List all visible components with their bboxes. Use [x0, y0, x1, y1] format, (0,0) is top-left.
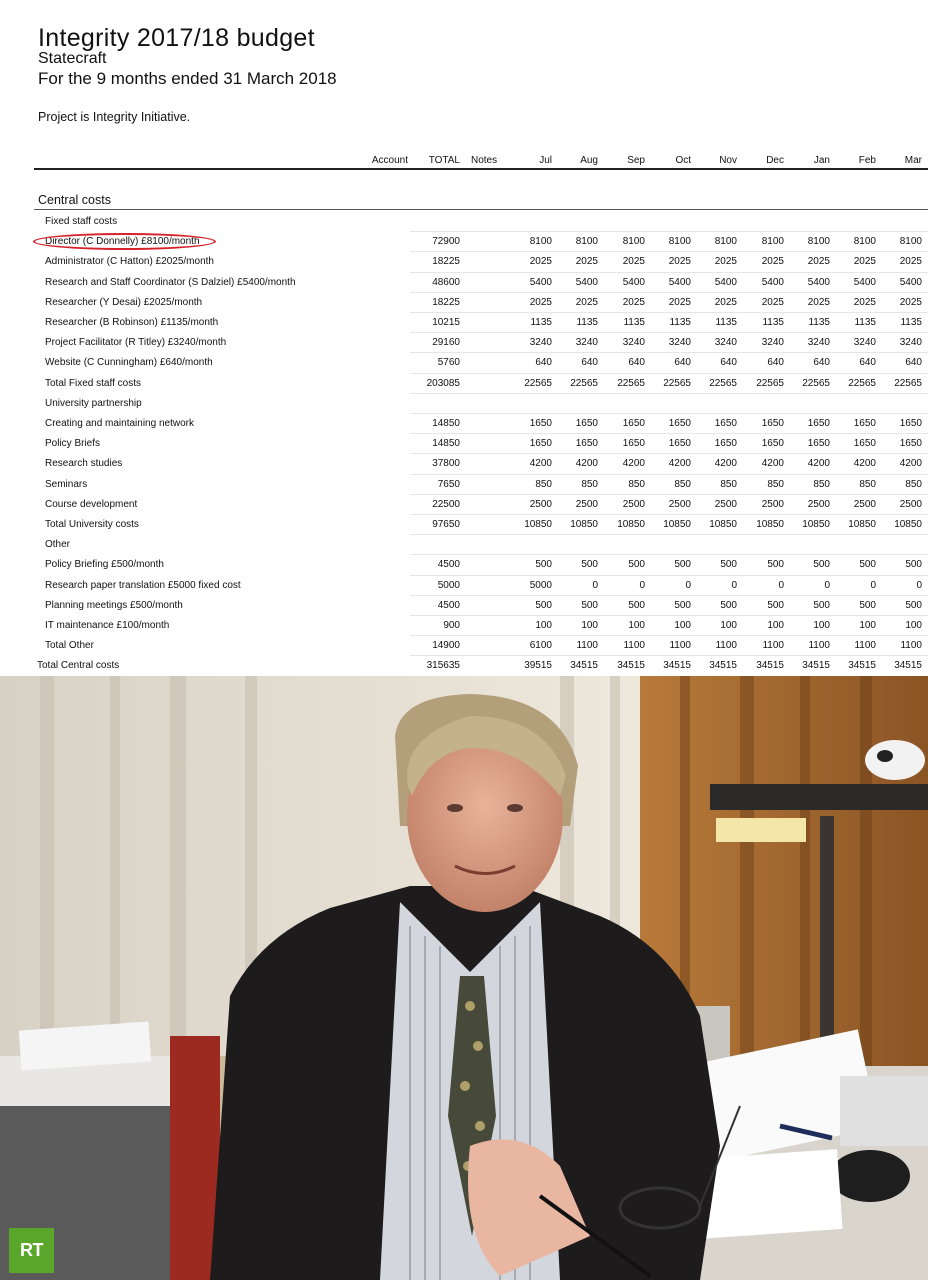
month-value: 850: [581, 478, 598, 490]
row-label: Creating and maintaining network: [45, 418, 194, 429]
month-value: 1650: [529, 438, 552, 450]
month-value: 500: [581, 559, 598, 571]
month-value: 1100: [854, 640, 876, 652]
month-value: 3240: [714, 337, 737, 349]
month-value: 10850: [756, 519, 784, 530]
month-value: 5000: [529, 579, 552, 591]
table-row: [0, 434, 928, 454]
header-total: TOTAL: [428, 155, 460, 166]
month-value: 10850: [894, 519, 922, 530]
month-value: 5400: [899, 276, 922, 288]
month-value: 1100: [808, 640, 830, 652]
month-value: 1135: [715, 317, 737, 328]
month-value: 1100: [715, 640, 737, 652]
month-value: 8100: [529, 236, 552, 248]
month-value: 500: [628, 559, 645, 571]
group-heading-row: [0, 394, 928, 414]
month-value: 8100: [761, 236, 784, 248]
row-label: Total Other: [45, 640, 94, 652]
month-value: 3240: [668, 337, 691, 349]
month-value: 2500: [575, 498, 598, 510]
month-value: 5400: [714, 276, 737, 288]
header-month: Sep: [627, 155, 645, 166]
month-value: 0: [824, 579, 830, 591]
month-value: 39515: [524, 660, 552, 672]
month-value: 1650: [853, 418, 876, 429]
month-value: 500: [905, 559, 922, 571]
table-row: [0, 616, 928, 636]
row-label: Policy Briefing £500/month: [45, 559, 164, 571]
month-value: 10850: [848, 519, 876, 530]
month-value: 1650: [622, 438, 645, 450]
organisation-name: Statecraft: [38, 50, 107, 67]
month-value: 3240: [529, 337, 552, 349]
month-value: 850: [535, 478, 552, 490]
month-value: 22565: [663, 377, 691, 389]
row-label: Project Facilitator (R Titley) £3240/month: [45, 337, 227, 349]
table-row: [0, 333, 928, 353]
month-value: 2025: [714, 256, 737, 268]
month-value: 3240: [899, 337, 922, 349]
table-row: [0, 636, 928, 656]
month-value: 5400: [807, 276, 830, 288]
row-label: Course development: [45, 498, 138, 510]
month-value: 1650: [668, 418, 691, 429]
month-value: 640: [813, 357, 830, 369]
row-label: Policy Briefs: [45, 438, 101, 450]
month-value: 1650: [899, 438, 922, 450]
month-value: 10850: [663, 519, 691, 530]
month-value: 1135: [900, 317, 922, 328]
row-total: 29160: [432, 337, 460, 349]
month-value: 2500: [807, 498, 830, 510]
month-value: 850: [720, 478, 737, 490]
month-value: 500: [535, 559, 552, 571]
month-value: 1135: [762, 317, 784, 328]
row-label: Total University costs: [45, 519, 139, 530]
row-total: 5760: [437, 357, 460, 369]
month-value: 10850: [617, 519, 645, 530]
month-value: 500: [905, 599, 922, 611]
row-total: 7650: [437, 478, 460, 490]
row-label: Research paper translation £5000 fixed cost: [45, 579, 241, 591]
month-value: 100: [767, 620, 784, 631]
month-value: 3240: [622, 337, 645, 349]
month-value: 6100: [529, 640, 552, 652]
rt-logo: [9, 1228, 54, 1273]
month-value: 640: [859, 357, 876, 369]
month-value: 1650: [622, 418, 645, 429]
row-label: IT maintenance £100/month: [45, 620, 170, 631]
month-value: 34515: [848, 660, 876, 672]
month-value: 1650: [899, 418, 922, 429]
month-value: 10850: [802, 519, 830, 530]
month-value: 4200: [668, 458, 691, 470]
row-label: University partnership: [45, 397, 142, 409]
month-value: 5400: [575, 276, 598, 288]
header-month: Dec: [766, 155, 784, 166]
month-value: 8100: [899, 236, 922, 248]
month-value: 2500: [714, 498, 737, 510]
table-row: [0, 515, 928, 535]
month-value: 2025: [899, 256, 922, 268]
month-value: 2500: [529, 498, 552, 510]
header-month: Aug: [580, 155, 598, 166]
month-value: 4200: [899, 458, 922, 470]
month-value: 100: [628, 620, 645, 631]
table-row: [0, 495, 928, 515]
month-value: 5400: [853, 276, 876, 288]
row-total: 4500: [437, 599, 460, 611]
table-row: [0, 596, 928, 616]
month-value: 2500: [622, 498, 645, 510]
month-value: 4200: [622, 458, 645, 470]
reporting-period: For the 9 months ended 31 March 2018: [38, 69, 337, 88]
table-row: [0, 414, 928, 434]
header-notes: Notes: [471, 155, 498, 166]
month-value: 4200: [714, 458, 737, 470]
month-value: 100: [813, 620, 830, 631]
table-row: [0, 576, 928, 596]
row-label: Researcher (Y Desai) £2025/month: [45, 296, 203, 308]
month-value: 500: [813, 559, 830, 571]
table-row: [0, 313, 928, 333]
group-heading-row: [0, 212, 928, 232]
month-value: 850: [813, 478, 830, 490]
month-value: 1650: [853, 438, 876, 450]
rt-logo-text: RT: [20, 1240, 43, 1260]
table-row: [0, 273, 928, 293]
row-label: Total Fixed staff costs: [45, 377, 141, 389]
month-value: 640: [905, 357, 922, 369]
month-value: 0: [916, 579, 922, 591]
row-label: Website (C Cunningham) £640/month: [45, 357, 213, 369]
row-total: 14900: [432, 640, 460, 652]
month-value: 0: [731, 579, 737, 591]
month-value: 2025: [853, 256, 876, 268]
row-total: 10215: [432, 317, 460, 328]
month-value: 22565: [756, 377, 784, 389]
month-value: 1650: [575, 438, 598, 450]
month-value: 500: [674, 599, 691, 611]
header-month: Jan: [813, 155, 830, 166]
month-value: 5400: [668, 276, 691, 288]
month-value: 34515: [894, 660, 922, 672]
month-value: 2025: [807, 296, 830, 308]
month-value: 2025: [853, 296, 876, 308]
month-value: 850: [859, 478, 876, 490]
month-value: 4200: [853, 458, 876, 470]
budget-table-body: [0, 212, 928, 676]
month-value: 34515: [709, 660, 737, 672]
month-value: 2025: [529, 296, 552, 308]
month-value: 22565: [617, 377, 645, 389]
header-month: Feb: [858, 155, 876, 166]
month-value: 10850: [709, 519, 737, 530]
month-value: 100: [535, 620, 552, 631]
month-value: 500: [767, 599, 784, 611]
row-total: 14850: [432, 418, 460, 429]
table-row: [0, 252, 928, 272]
month-value: 22565: [524, 377, 552, 389]
row-label: Director (C Donnelly) £8100/month: [45, 236, 200, 248]
month-value: 2025: [622, 296, 645, 308]
row-total: 22500: [432, 498, 460, 510]
month-value: 2025: [529, 256, 552, 268]
month-value: 1135: [808, 317, 830, 328]
month-value: 0: [778, 579, 784, 591]
section-title: Central costs: [38, 193, 111, 207]
row-label: Fixed staff costs: [45, 216, 118, 227]
table-row: [0, 555, 928, 575]
month-value: 0: [870, 579, 876, 591]
row-total: 900: [443, 620, 460, 631]
month-value: 3240: [853, 337, 876, 349]
portrait-photo: [0, 676, 928, 1280]
month-value: 22565: [802, 377, 830, 389]
month-value: 3240: [807, 337, 830, 349]
month-value: 850: [767, 478, 784, 490]
row-label: Research and Staff Coordinator (S Dalziel) £5400/month: [45, 276, 296, 288]
row-total: 203085: [426, 377, 460, 389]
month-value: 100: [674, 620, 691, 631]
month-value: 1650: [761, 418, 784, 429]
month-value: 2025: [668, 256, 691, 268]
month-value: 3240: [575, 337, 598, 349]
month-value: 34515: [663, 660, 691, 672]
header-account: Account: [371, 155, 408, 166]
month-value: 34515: [756, 660, 784, 672]
table-row: [0, 293, 928, 313]
row-label: Planning meetings £500/month: [45, 599, 183, 611]
month-value: 1135: [530, 317, 552, 328]
month-value: 100: [905, 620, 922, 631]
month-value: 500: [859, 599, 876, 611]
table-row: [0, 374, 928, 394]
director-highlight-ellipse: [33, 233, 216, 250]
month-value: 2500: [668, 498, 691, 510]
header-month: Nov: [719, 155, 737, 166]
month-value: 850: [628, 478, 645, 490]
month-value: 5400: [529, 276, 552, 288]
month-value: 1100: [576, 640, 598, 652]
month-value: 640: [767, 357, 784, 369]
table-row: [0, 353, 928, 373]
month-value: 1135: [854, 317, 876, 328]
row-label: Researcher (B Robinson) £1135/month: [45, 317, 219, 328]
month-value: 850: [905, 478, 922, 490]
month-value: 1100: [762, 640, 784, 652]
month-value: 500: [628, 599, 645, 611]
month-value: 8100: [575, 236, 598, 248]
month-value: 10850: [524, 519, 552, 530]
month-value: 500: [720, 599, 737, 611]
row-total: 48600: [432, 276, 460, 288]
month-value: 100: [859, 620, 876, 631]
month-value: 2025: [575, 296, 598, 308]
month-value: 500: [767, 559, 784, 571]
month-value: 1100: [900, 640, 922, 652]
month-value: 1650: [714, 418, 737, 429]
row-total: 72900: [432, 236, 460, 248]
month-value: 100: [581, 620, 598, 631]
month-value: 2025: [668, 296, 691, 308]
month-value: 2025: [761, 296, 784, 308]
month-value: 1650: [529, 418, 552, 429]
month-value: 5400: [761, 276, 784, 288]
month-value: 4200: [529, 458, 552, 470]
month-value: 500: [535, 599, 552, 611]
month-value: 3240: [761, 337, 784, 349]
month-value: 500: [720, 559, 737, 571]
header-month: Jul: [539, 155, 552, 166]
month-value: 2500: [899, 498, 922, 510]
row-label: Administrator (C Hatton) £2025/month: [45, 256, 214, 268]
table-header: [0, 154, 928, 168]
month-value: 2025: [899, 296, 922, 308]
month-value: 8100: [622, 236, 645, 248]
month-value: 1650: [807, 438, 830, 450]
month-value: 4200: [575, 458, 598, 470]
row-total: 97650: [432, 519, 460, 530]
month-value: 8100: [853, 236, 876, 248]
month-value: 22565: [848, 377, 876, 389]
month-value: 1650: [761, 438, 784, 450]
row-total: 37800: [432, 458, 460, 470]
month-value: 500: [674, 559, 691, 571]
month-value: 4200: [761, 458, 784, 470]
month-value: 4200: [807, 458, 830, 470]
row-total: 18225: [432, 256, 460, 268]
document-title: Integrity 2017/18 budget: [38, 24, 315, 52]
month-value: 640: [535, 357, 552, 369]
month-value: 500: [859, 559, 876, 571]
month-value: 850: [674, 478, 691, 490]
month-value: 34515: [802, 660, 830, 672]
month-value: 2500: [761, 498, 784, 510]
month-value: 22565: [894, 377, 922, 389]
row-total: 5000: [437, 579, 460, 591]
row-label: Seminars: [45, 478, 88, 490]
row-total: 315635: [426, 660, 460, 672]
month-value: 1135: [669, 317, 691, 328]
table-row: [0, 656, 928, 676]
month-value: 1650: [575, 418, 598, 429]
month-value: 1650: [807, 418, 830, 429]
month-value: 2025: [714, 296, 737, 308]
month-value: 34515: [617, 660, 645, 672]
month-value: 2025: [622, 256, 645, 268]
month-value: 8100: [668, 236, 691, 248]
month-value: 1650: [714, 438, 737, 450]
month-value: 8100: [807, 236, 830, 248]
month-value: 34515: [570, 660, 598, 672]
month-value: 2025: [761, 256, 784, 268]
row-total: 4500: [437, 559, 460, 571]
row-total: 14850: [432, 438, 460, 450]
row-total: 18225: [432, 296, 460, 308]
month-value: 640: [674, 357, 691, 369]
project-note: Project is Integrity Initiative.: [38, 110, 191, 124]
month-value: 22565: [570, 377, 598, 389]
month-value: 1100: [669, 640, 691, 652]
row-label: Research studies: [45, 458, 123, 470]
row-label: Total Central costs: [37, 660, 120, 672]
section-rule: [34, 209, 928, 210]
header-month: Oct: [675, 155, 691, 166]
group-heading-row: [0, 535, 928, 555]
month-value: 1650: [668, 438, 691, 450]
row-label: Other: [45, 539, 71, 551]
table-row: [0, 454, 928, 474]
month-value: 2025: [575, 256, 598, 268]
month-value: 100: [720, 620, 737, 631]
month-value: 1135: [623, 317, 645, 328]
month-value: 500: [581, 599, 598, 611]
month-value: 0: [639, 579, 645, 591]
month-value: 2500: [853, 498, 876, 510]
month-value: 0: [685, 579, 691, 591]
month-value: 0: [592, 579, 598, 591]
header-rule: [34, 168, 928, 170]
month-value: 1100: [623, 640, 645, 652]
month-value: 640: [720, 357, 737, 369]
month-value: 5400: [622, 276, 645, 288]
month-value: 500: [813, 599, 830, 611]
month-value: 640: [628, 357, 645, 369]
month-value: 2025: [807, 256, 830, 268]
month-value: 22565: [709, 377, 737, 389]
month-value: 8100: [714, 236, 737, 248]
header-month: Mar: [904, 155, 922, 166]
month-value: 1135: [576, 317, 598, 328]
month-value: 10850: [570, 519, 598, 530]
month-value: 640: [581, 357, 598, 369]
table-row: [0, 475, 928, 495]
